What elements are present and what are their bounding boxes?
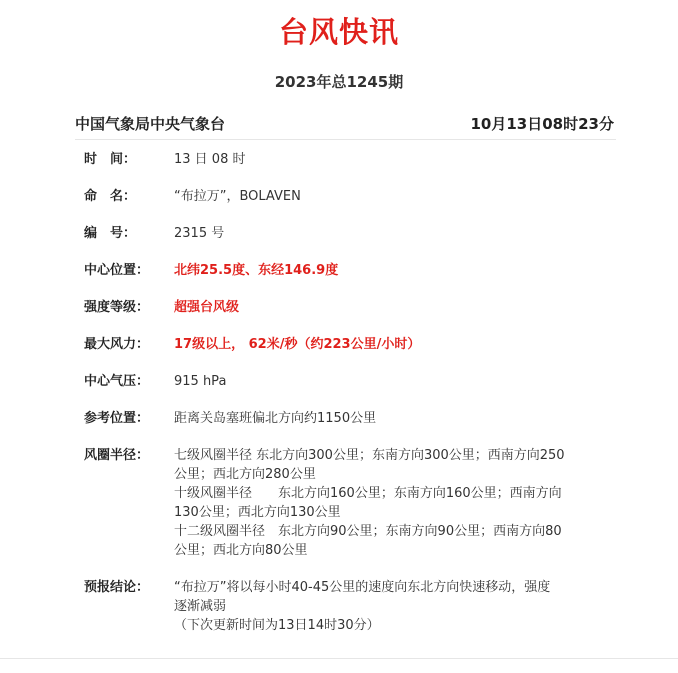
- issue-number: 2023年总1245期: [274, 73, 404, 91]
- forecast-line: （下次更新时间为13日14时30分）: [174, 618, 380, 633]
- field-pressure: [84, 372, 614, 391]
- issuing-agency: 中国气象局中央气象台: [75, 114, 226, 133]
- wind-radius-line: 公里；西北方向280公里: [174, 467, 316, 482]
- footer-divider: [0, 658, 678, 659]
- field-intensity: [84, 298, 614, 317]
- field-max-wind: [84, 335, 614, 354]
- field-wind-radius: [84, 446, 614, 560]
- field-label: 预报结论：: [84, 580, 150, 595]
- wind-radius-line: 公里；西北方向80公里: [174, 543, 308, 558]
- forecast-text: [174, 578, 614, 635]
- field-value: 超强台风级: [174, 300, 240, 315]
- field-label: 参考位置：: [84, 411, 150, 426]
- bulletin-header: [75, 111, 614, 135]
- issue-datetime: 10月13日08时23分: [470, 114, 614, 133]
- field-value: 17级以上， 62米/秒（约223公里/小时）: [174, 337, 421, 352]
- page-title: 台风快讯: [278, 15, 399, 49]
- field-center-position: [84, 261, 614, 280]
- field-value: 距离关岛塞班偏北方向约1150公里: [174, 411, 377, 426]
- field-label: 强度等级：: [84, 300, 150, 315]
- field-label: 中心气压：: [84, 374, 150, 389]
- field-label: 命 名：: [84, 189, 137, 204]
- field-label: 时 间：: [84, 152, 137, 167]
- wind-radius-line: 十级风圈半径 东北方向160公里；东南方向160公里；西南方向: [174, 486, 562, 501]
- field-value: 北纬25.5度、东经146.9度: [174, 263, 339, 278]
- field-number: [84, 224, 614, 243]
- field-value: “布拉万”，BOLAVEN: [174, 189, 301, 204]
- field-name: [84, 187, 614, 206]
- field-forecast: [84, 578, 614, 635]
- field-label: 风圈半径：: [84, 448, 150, 463]
- field-label: 编 号：: [84, 226, 137, 241]
- forecast-line: 逐渐减弱: [174, 599, 227, 614]
- field-time: [84, 150, 614, 169]
- field-value: 2315 号: [174, 226, 225, 241]
- wind-radius-text: [174, 446, 614, 560]
- forecast-line: “布拉万”将以每小时40-45公里的速度向东北方向快速移动，强度: [174, 580, 551, 595]
- field-reference-position: [84, 409, 614, 428]
- wind-radius-line: 130公里；西北方向130公里: [174, 505, 341, 520]
- header-divider: [75, 139, 616, 140]
- wind-radius-line: 七级风圈半径 东北方向300公里；东南方向300公里；西南方向250: [174, 448, 565, 463]
- field-label: 中心位置：: [84, 263, 150, 278]
- field-label: 最大风力：: [84, 337, 150, 352]
- field-value: 13 日 08 时: [174, 152, 246, 167]
- wind-radius-line: 十二级风圈半径 东北方向90公里；东南方向90公里；西南方向80: [174, 524, 562, 539]
- field-value: 915 hPa: [174, 374, 227, 389]
